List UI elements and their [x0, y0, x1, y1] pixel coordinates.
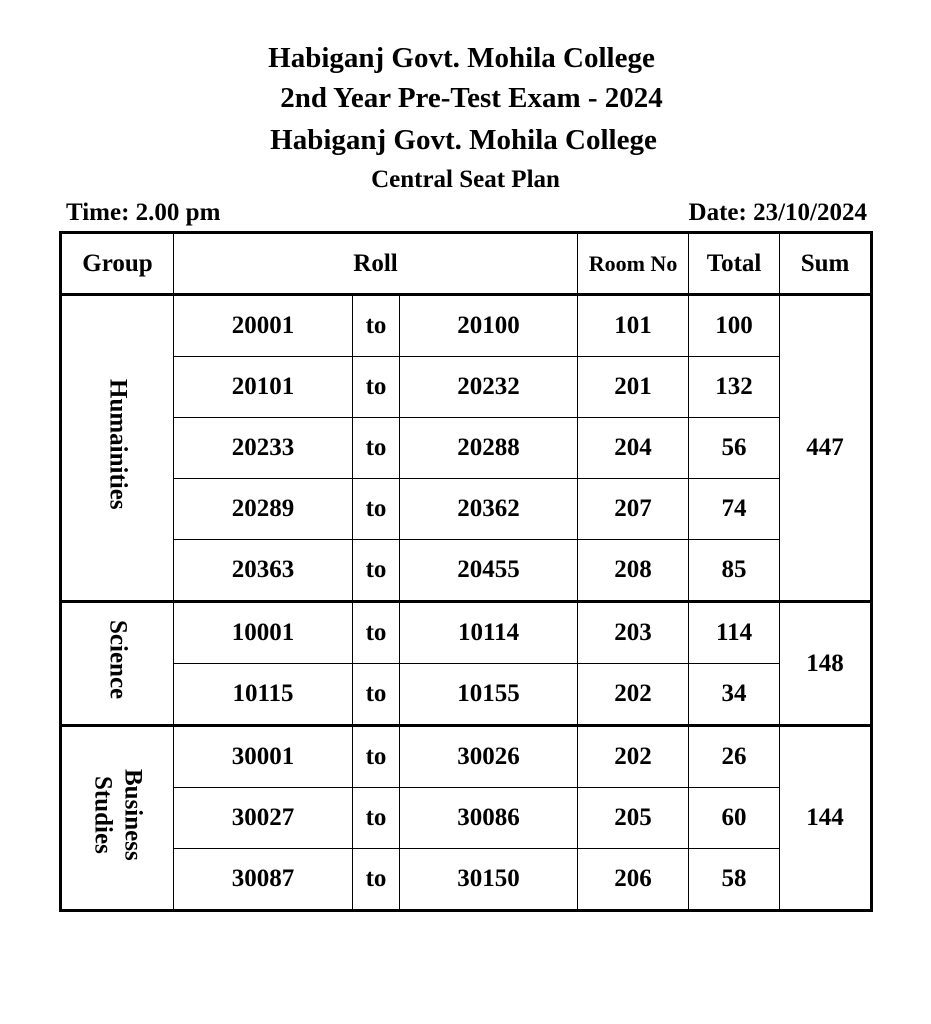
roll-to-word: to	[353, 788, 400, 849]
table-row	[61, 357, 872, 418]
roll-to-word: to	[353, 479, 400, 540]
row-total: 58	[689, 849, 780, 911]
row-total: 114	[689, 602, 780, 664]
group-sum: 148	[780, 602, 872, 726]
row-total: 74	[689, 479, 780, 540]
roll-until: 20455	[400, 540, 578, 602]
sum-header: Sum	[780, 233, 872, 295]
college-title: Habiganj Govt. Mohila College	[268, 42, 655, 74]
seat-plan-table	[59, 231, 873, 912]
group-name: Science	[104, 620, 132, 700]
roll-from: 30087	[174, 849, 353, 911]
group-name-line1: Business	[119, 768, 147, 861]
table-row	[61, 540, 872, 602]
group-name: Humainities	[104, 379, 132, 510]
table-row	[61, 479, 872, 540]
roll-until: 20362	[400, 479, 578, 540]
roll-from: 20233	[174, 418, 353, 479]
group-science	[61, 602, 174, 726]
table-row	[61, 664, 872, 726]
roll-from: 30027	[174, 788, 353, 849]
roll-from: 30001	[174, 726, 353, 788]
room-no: 203	[578, 602, 689, 664]
group-humanities	[61, 295, 174, 602]
room-no: 204	[578, 418, 689, 479]
room-no: 207	[578, 479, 689, 540]
room-no: 202	[578, 664, 689, 726]
center-title: Habiganj Govt. Mohila College	[270, 124, 657, 156]
roll-until: 30026	[400, 726, 578, 788]
roll-to-word: to	[353, 664, 400, 726]
group-business-studies	[61, 726, 174, 911]
room-no: 206	[578, 849, 689, 911]
roll-until: 20288	[400, 418, 578, 479]
row-total: 34	[689, 664, 780, 726]
roll-to-word: to	[353, 849, 400, 911]
roll-until: 30086	[400, 788, 578, 849]
roll-from: 20289	[174, 479, 353, 540]
table-row	[61, 295, 872, 357]
roll-from: 20363	[174, 540, 353, 602]
roll-from: 10115	[174, 664, 353, 726]
table-row	[61, 418, 872, 479]
room-no: 101	[578, 295, 689, 357]
roll-header: Roll	[174, 233, 578, 295]
group-sum: 447	[780, 295, 872, 602]
roll-to-word: to	[353, 295, 400, 357]
roll-from: 10001	[174, 602, 353, 664]
row-total: 100	[689, 295, 780, 357]
exam-date: Date: 23/10/2024	[688, 199, 867, 226]
roll-to-word: to	[353, 540, 400, 602]
table-row	[61, 788, 872, 849]
roll-to-word: to	[353, 357, 400, 418]
row-total: 26	[689, 726, 780, 788]
room-no: 202	[578, 726, 689, 788]
room-no: 208	[578, 540, 689, 602]
roll-to-word: to	[353, 726, 400, 788]
roll-from: 20101	[174, 357, 353, 418]
table-row	[61, 726, 872, 788]
row-total: 132	[689, 357, 780, 418]
roll-until: 20232	[400, 357, 578, 418]
plan-title: Central Seat Plan	[371, 166, 560, 193]
table-row	[61, 849, 872, 911]
group-name	[88, 769, 148, 861]
exam-time: Time: 2.00 pm	[66, 199, 221, 226]
group-header: Group	[61, 233, 174, 295]
total-header: Total	[689, 233, 780, 295]
roll-until: 10114	[400, 602, 578, 664]
exam-title: 2nd Year Pre-Test Exam - 2024	[280, 82, 663, 114]
roll-to-word: to	[353, 418, 400, 479]
table-row	[61, 602, 872, 664]
roll-until: 20100	[400, 295, 578, 357]
roll-from: 20001	[174, 295, 353, 357]
room-no: 201	[578, 357, 689, 418]
roll-to-word: to	[353, 602, 400, 664]
row-total: 56	[689, 418, 780, 479]
row-total: 60	[689, 788, 780, 849]
roll-until: 30150	[400, 849, 578, 911]
row-total: 85	[689, 540, 780, 602]
roll-until: 10155	[400, 664, 578, 726]
group-sum: 144	[780, 726, 872, 911]
group-name-line2: Studies	[89, 775, 117, 854]
table-header-row	[61, 233, 872, 295]
room-no: 205	[578, 788, 689, 849]
room-header: Room No	[578, 233, 689, 295]
